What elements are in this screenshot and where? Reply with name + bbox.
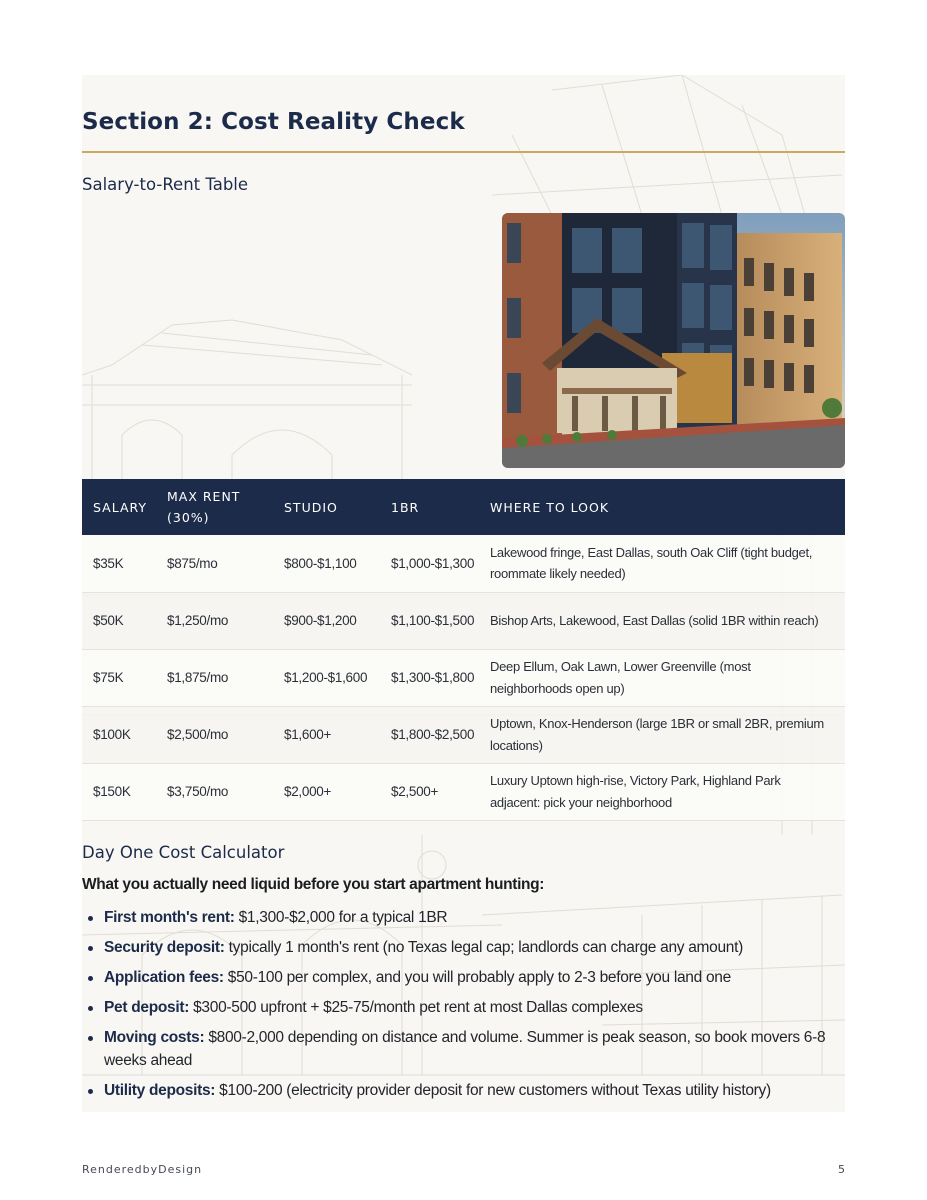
column-header-salary: SALARY [93,499,148,515]
table-row [82,592,845,649]
cost-list [82,907,845,1110]
column-header-max-rent: MAX RENT (30%) [167,489,241,525]
max-rent-cell: $2,500/mo [156,706,273,763]
list-item [82,967,845,990]
where-to-look-cell: Uptown, Knox-Henderson (large 1BR or small 2BR, premium locations) [490,706,845,763]
where-to-look-cell: Lakewood fringe, East Dallas, south Oak Cliff (tight budget, roommate likely needed) [490,535,845,592]
bullet-icon [88,916,93,921]
table-row [82,763,845,820]
one-br-cell: $1,300-$1,800 [380,649,490,706]
column-header-where-to-look: WHERE TO LOOK [490,499,610,515]
bullet-icon [88,1036,93,1041]
list-item [82,907,845,930]
max-rent-cell: $1,875/mo [156,649,273,706]
studio-cell: $1,200-$1,600 [273,649,380,706]
title-divider [82,151,845,153]
item-label: Application fees: [104,969,224,986]
item-text: typically 1 month's rent (no Texas legal cap; landlords can charge any amount) [224,939,743,956]
bullet-icon [88,1089,93,1094]
footer-brand: RenderedbyDesign [82,1163,203,1176]
item-text: $100-200 (electricity provider deposit for new customers without Texas utility history) [215,1081,771,1099]
where-to-look-cell: Deep Ellum, Oak Lawn, Lower Greenville (most neighborhoods open up) [490,649,845,706]
item-text: $50-100 per complex, and you will probably apply to 2-3 before you land one [223,969,731,986]
bullet-icon [88,1006,93,1011]
calculator-heading: Day One Cost Calculator [82,843,285,862]
studio-cell: $900-$1,200 [273,592,380,649]
studio-cell: $2,000+ [273,763,380,820]
table-row [82,535,845,592]
salary-table-heading: Salary-to-Rent Table [82,175,249,194]
list-item [82,1080,845,1103]
item-text: $1,300-$2,000 for a typical 1BR [234,909,448,926]
salary-to-rent-table [82,479,845,821]
table-header-row [82,479,845,535]
page-number: 5 [838,1163,845,1176]
list-item [82,937,845,960]
studio-cell: $800-$1,100 [273,535,380,592]
one-br-cell: $1,100-$1,500 [380,592,490,649]
item-label: Moving costs: [104,1029,205,1046]
section-title: Section 2: Cost Reality Check [82,109,465,135]
salary-cell: $35K [82,535,156,592]
one-br-cell: $1,800-$2,500 [380,706,490,763]
where-to-look-cell: Bishop Arts, Lakewood, East Dallas (solid 1BR within reach) [490,592,845,649]
item-label: First month's rent: [104,909,235,926]
salary-cell: $150K [82,763,156,820]
item-text: $300-500 upfront + $25-75/month pet rent at most Dallas complexes [189,999,643,1016]
one-br-cell: $1,000-$1,300 [380,535,490,592]
salary-cell: $75K [82,649,156,706]
building-photo [502,213,845,468]
bullet-icon [88,946,93,951]
bullet-icon [88,976,93,981]
list-item [82,997,845,1020]
studio-cell: $1,600+ [273,706,380,763]
item-text: $800-2,000 depending on distance and volume. Summer is peak season, so book movers 6-8 weeks ahead [104,1029,826,1069]
item-label: Pet deposit: [104,999,190,1016]
item-label: Utility deposits: [104,1081,216,1099]
table-row [82,649,845,706]
max-rent-cell: $3,750/mo [156,763,273,820]
calculator-intro: What you actually need liquid before you start apartment hunting: [82,876,545,893]
max-rent-cell: $1,250/mo [156,592,273,649]
salary-cell: $50K [82,592,156,649]
item-label: Security deposit: [104,939,225,956]
column-header-1br: 1BR [391,499,420,515]
one-br-cell: $2,500+ [380,763,490,820]
column-header-studio: STUDIO [284,499,338,515]
max-rent-cell: $875/mo [156,535,273,592]
where-to-look-cell: Luxury Uptown high-rise, Victory Park, Highland Park adjacent: pick your neighborhood [490,763,845,820]
salary-cell: $100K [82,706,156,763]
list-item [82,1027,845,1072]
table-row [82,706,845,763]
